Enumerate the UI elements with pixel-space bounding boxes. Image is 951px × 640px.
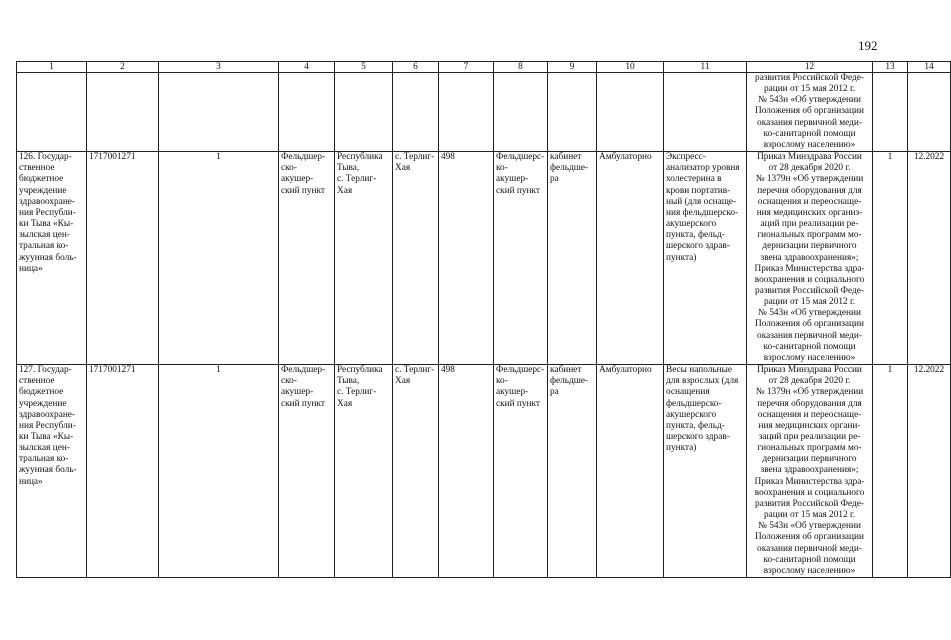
header-cell: 6 — [393, 62, 439, 73]
header-cell: 1 — [17, 62, 87, 73]
count-cell: 1 — [159, 365, 279, 578]
organization-cell: 127. Государ- ственное бюджетное учреждение здравоохране- ния Республи- ки Тыва «Кы- зылская цен- тральная ко- жуунная боль- ница» — [17, 365, 87, 578]
header-cell: 10 — [597, 62, 664, 73]
population-cell: 498 — [439, 152, 494, 365]
header-cell: 4 — [279, 62, 335, 73]
column-number-header — [17, 62, 951, 73]
header-cell: 9 — [548, 62, 597, 73]
continuation-row — [17, 73, 951, 152]
settlement-cell: с. Терлиг- Хая — [393, 365, 439, 578]
regulation-cell: развития Российской Феде- рации от 15 мая 2012 г. № 543н «Об утверждении Положения об организации оказания первичной меди- ко-санитарной помощи взрослому населению» — [747, 73, 873, 152]
regulation-cell: Приказ Минздрава России от 28 декабря 2020 г. № 1379н «Об утверждении перечня оборудования для оснащения и переоснаще- ния медицинских организ- аций при реализации ре- гиональных программ мо- дернизации первичного звена здравоохранения»; Приказ Министерства здра- воохранения и социального развития Российской Феде- рации от 15 мая 2012 г. № 543н «Об утверждении Положения об организации оказания первичной меди- ко-санитарной помощи взрослому населению» — [747, 152, 873, 365]
unit-type-cell: Фельдшер- ско- акушер- ский пункт — [279, 365, 335, 578]
regulation-cell: Приказ Минздрава России от 28 декабря 2020 г. № 1379н «Об утверждении перечня оборудования для оснащения и переоснаще- ния медицинских органи- заций при реализации ре- гиональных программ мо- дернизации первичного звена здравоохранения»; Приказ Министерства здра- воохранения и социального развития Российской Феде- рации от 15 мая 2012 г. № 543н «Об утверждении Положения об организации оказания первичной меди- ко-санитарной помощи взрослому населению» — [747, 365, 873, 578]
address-cell: Республика Тыва, с. Терлиг- Хая — [335, 152, 393, 365]
organization-cell: 126. Государ- ственное бюджетное учреждение здравоохране- ния Республи- ки Тыва «Кы- зылская цен- тральная ко- жуунная боль- ница» — [17, 152, 87, 365]
room-cell: кабинет фельдше- ра — [548, 365, 597, 578]
inn-cell: 1717001271 — [87, 365, 159, 578]
unit-cell: Фельдшерс- ко- акушер- ский пункт — [494, 152, 548, 365]
room-cell: кабинет фельдше- ра — [548, 152, 597, 365]
unit-type-cell: Фельдшер- ско- акушер- ский пункт — [279, 152, 335, 365]
header-cell: 14 — [908, 62, 951, 73]
inn-cell: 1717001271 — [87, 152, 159, 365]
unit-cell: Фельдшерс- ко- акушер- ский пункт — [494, 365, 548, 578]
header-cell: 13 — [873, 62, 908, 73]
quantity-cell: 1 — [873, 152, 908, 365]
care-type-cell: Амбулаторно — [597, 152, 664, 365]
population-cell: 498 — [439, 365, 494, 578]
address-cell: Республика Тыва, с. Терлиг- Хая — [335, 365, 393, 578]
page-number: 192 — [858, 38, 878, 53]
header-cell: 3 — [159, 62, 279, 73]
header-cell: 7 — [439, 62, 494, 73]
date-cell: 12.2022 — [908, 152, 951, 365]
header-cell: 11 — [664, 62, 747, 73]
count-cell: 1 — [159, 152, 279, 365]
header-cell: 2 — [87, 62, 159, 73]
quantity-cell: 1 — [873, 365, 908, 578]
equipment-table — [16, 61, 951, 578]
care-type-cell: Амбулаторно — [597, 365, 664, 578]
settlement-cell: с. Терлиг- Хая — [393, 152, 439, 365]
header-cell: 5 — [335, 62, 393, 73]
header-cell: 8 — [494, 62, 548, 73]
table-row — [17, 152, 951, 365]
date-cell: 12.2022 — [908, 365, 951, 578]
header-cell: 12 — [747, 62, 873, 73]
equipment-cell: Экспресс- анализатор уровня холестерина в крови портатив- ный (для оснаще- ния фельдшерско- акушерского пункта, фельд- шерского здрав- пункта) — [664, 152, 747, 365]
equipment-cell: Весы напольные для взрослых (для оснащения фельдшерско- акушерского пункта, фельд- шерского здрав- пункта) — [664, 365, 747, 578]
table-row — [17, 365, 951, 578]
